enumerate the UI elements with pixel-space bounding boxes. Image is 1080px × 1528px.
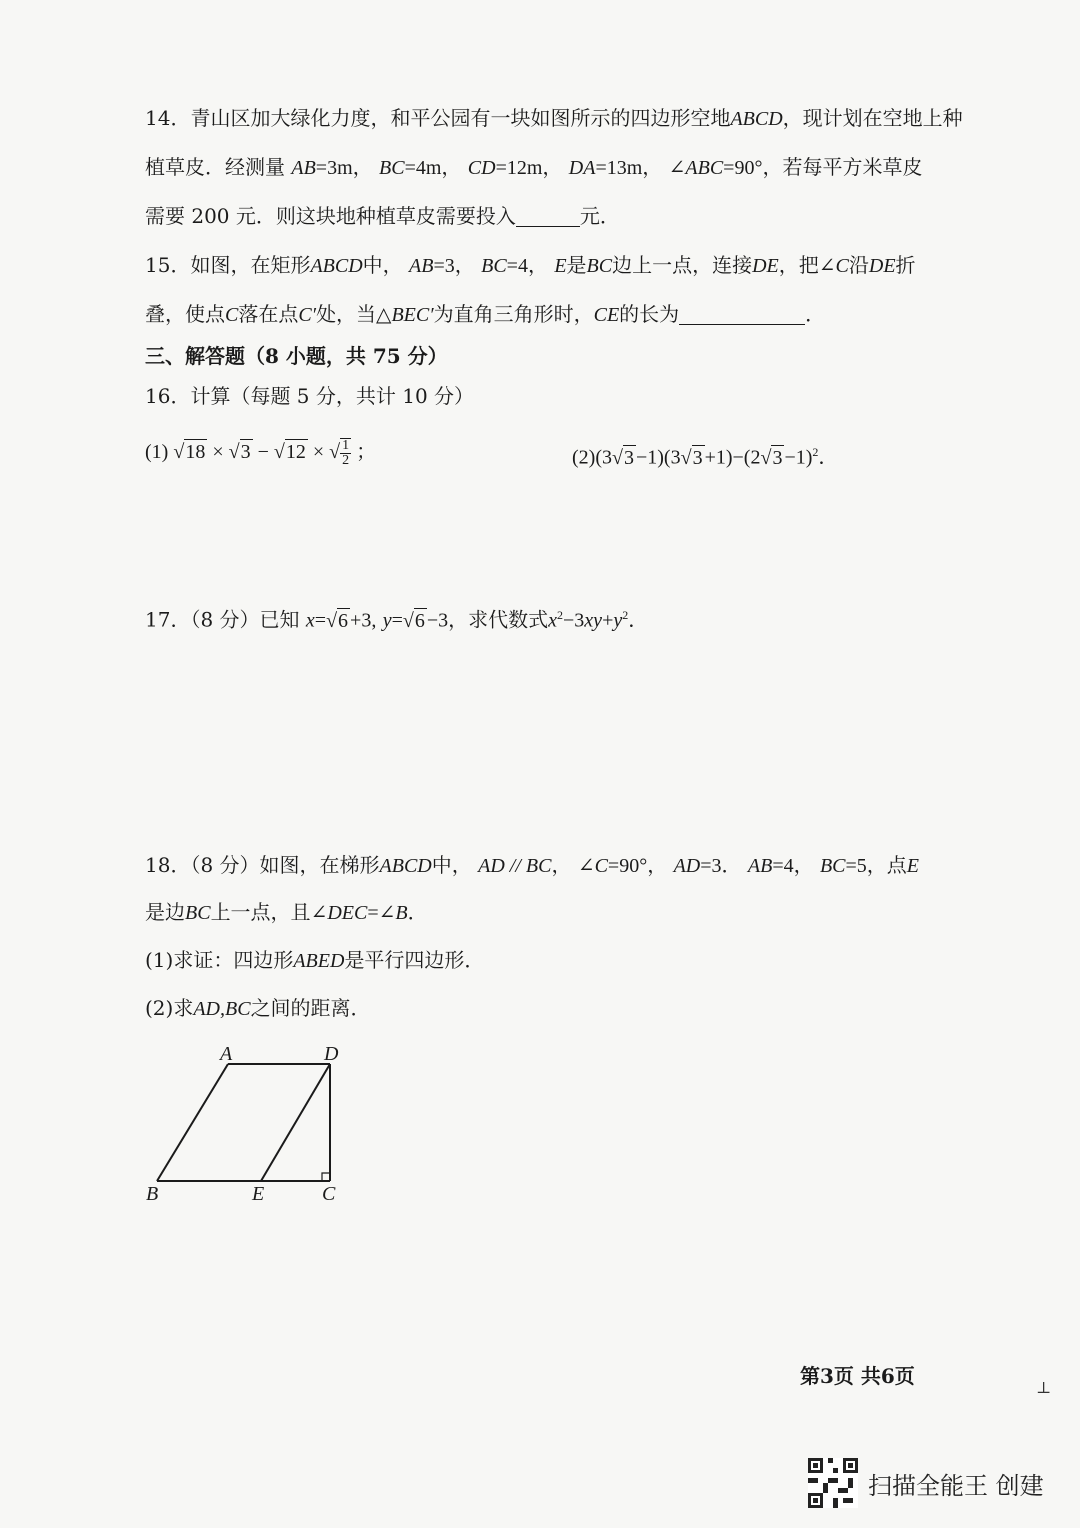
q16-part2: $(2)(3√3 -1)(3√3 +1)-(2√3 -1)^2$． xyxy=(572,445,839,469)
q15-line2: 叠，使点C落在点C′处，当△BEC′为直角三角形时，CE的长为 ． xyxy=(145,302,826,326)
right-angle-mark xyxy=(322,1173,330,1181)
scanner-text: 扫描全能王 创建 xyxy=(868,1471,1044,1500)
answer-blank-14[interactable] xyxy=(516,204,580,227)
edge-de xyxy=(261,1064,330,1181)
q18-line1: 18．（8 分）如图，在梯形ABCD中， AD // BC， ∠C=90°， AD=3． AB=4， BC=5，点E xyxy=(145,853,920,877)
page-number: 第3页 共6页 xyxy=(800,1364,915,1388)
label-b: B xyxy=(146,1183,159,1205)
q18-part1: (1)求证：四边形ABED是平行四边形． xyxy=(145,948,485,972)
q16-part1: (1) √18 × √3 − √12 × √ $\frac{1}{2}$ ； xyxy=(145,438,377,469)
answer-blank-15[interactable] xyxy=(679,302,805,325)
q14-line2: 植草皮．经测量 AB=3m， BC=4m， CD=12m， DA=13m， ∠ABC=90°，若每平方米草皮 xyxy=(145,155,923,179)
label-a: A xyxy=(220,1043,233,1065)
q18-line2: 是边BC上一点，且∠DEC=∠B． xyxy=(145,900,428,924)
scanner-watermark xyxy=(808,1458,1044,1508)
q16-title: 16．计算（每题 5 分，共计 10 分） xyxy=(145,384,475,408)
q14-line3: 需要 200 元．则这块地种植草皮需要投入 元． xyxy=(145,204,620,228)
edge-ab xyxy=(157,1064,228,1181)
q14-line1: 14．青山区加大绿化力度，和平公园有一块如图所示的四边形空地ABCD，现计划在空地上种 xyxy=(145,106,963,130)
label-e: E xyxy=(252,1183,265,1205)
label-d: D xyxy=(324,1043,339,1065)
q15-line1: 15．如图，在矩形ABCD中， AB=3， BC=4， E是BC边上一点，连接DE，把∠C沿DE折 xyxy=(145,253,916,277)
qr-code-icon xyxy=(808,1458,858,1508)
q17-line: 17．（8 分）已知 x=√6 +3, y=√6 −3，求代数式$x^2-3xy+y^2$． xyxy=(145,607,649,632)
label-c: C xyxy=(322,1183,336,1205)
corner-mark: ⊥ xyxy=(1036,1378,1052,1397)
trapezoid-figure xyxy=(140,1040,360,1210)
section-title: 三、解答题（8 小题，共 75 分） xyxy=(145,344,448,368)
q18-part2: (2)求AD,BC之间的距离． xyxy=(145,996,371,1020)
